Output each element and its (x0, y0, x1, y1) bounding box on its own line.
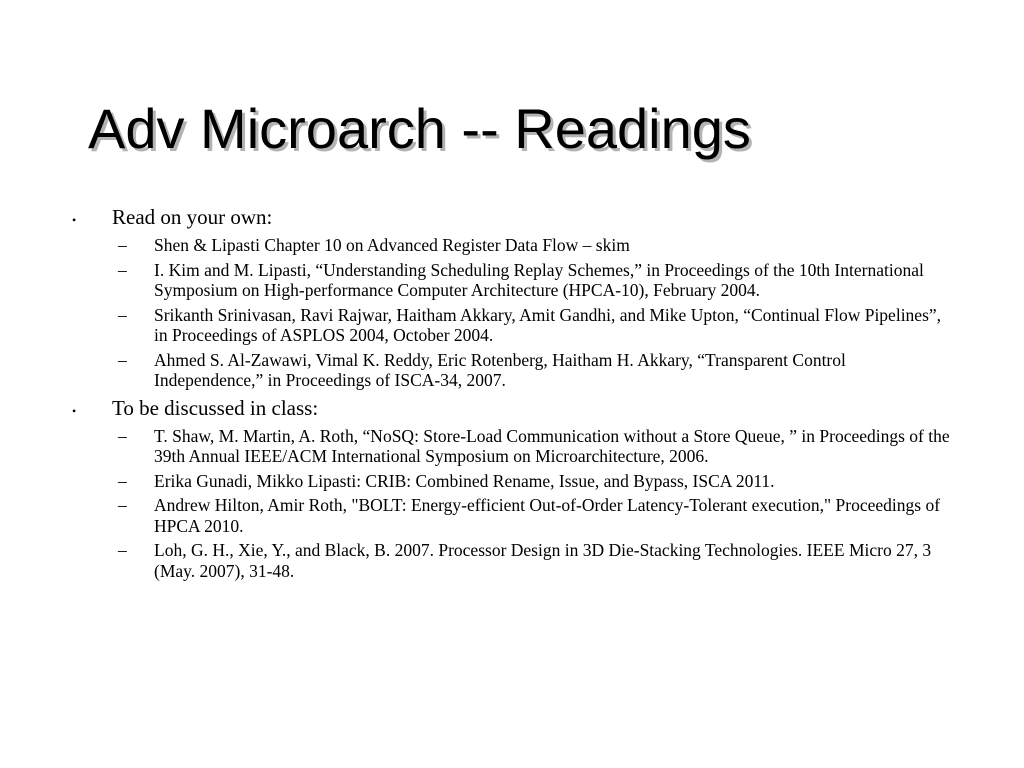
reading-text: I. Kim and M. Lipasti, “Understanding Scheduling Replay Schemes,” in Proceedings of the 10th International Symposium on High-performance Computer Architecture (HPCA-10), February 2004. (154, 259, 924, 300)
dash-icon: – (118, 540, 127, 560)
section-heading: Read on your own: (112, 205, 273, 229)
bullet-icon: • (72, 403, 77, 418)
list-item (118, 495, 970, 536)
dash-icon: – (118, 304, 127, 325)
dash-icon: – (118, 349, 127, 370)
reading-text: Ahmed S. Al-Zawawi, Vimal K. Reddy, Eric Rotenberg, Haitham H. Akkary, “Transparent Control Independence,” in Proceedings of ISCA-34, 2007. (154, 349, 846, 390)
section-read-on-own (70, 204, 970, 391)
list-item (118, 305, 970, 346)
slide-content (70, 204, 970, 585)
slide-title: Adv Microarch -- Readings (88, 97, 751, 160)
dash-icon: – (118, 425, 127, 446)
dash-icon: – (118, 495, 127, 515)
list-item (118, 540, 970, 581)
reading-text: Erika Gunadi, Mikko Lipasti: CRIB: Combined Rename, Issue, and Bypass, ISCA 2011. (154, 470, 775, 491)
list-item (118, 471, 970, 492)
list-item (118, 235, 970, 256)
dash-icon: – (118, 235, 127, 255)
list-item (118, 426, 970, 467)
bullet-icon: • (72, 213, 77, 227)
reading-text: T. Shaw, M. Martin, A. Roth, “NoSQ: Store-Load Communication without a Store Queue, ” in Proceedings of the 39th Annual IEEE/ACM International Symposium on Microarchitecture, 2006. (154, 425, 950, 466)
reading-text: Srikanth Srinivasan, Ravi Rajwar, Haitham Akkary, Amit Gandhi, and Mike Upton, “Continual Flow Pipelines”, in Proceedings of ASPLOS 2004, October 2004. (154, 304, 942, 345)
reading-text: Shen & Lipasti Chapter 10 on Advanced Register Data Flow – skim (154, 235, 630, 255)
section-heading: To be discussed in class: (112, 395, 319, 420)
reading-text: Loh, G. H., Xie, Y., and Black, B. 2007. Processor Design in 3D Die-Stacking Technologies. IEEE Micro 27, 3 (May. 2007), 31-48. (154, 540, 932, 581)
list-item (118, 260, 970, 301)
bullet-heading (70, 395, 970, 424)
list-item (118, 350, 970, 391)
section-discussed-in-class (70, 395, 970, 582)
dash-icon: – (118, 259, 127, 280)
dash-icon: – (118, 470, 127, 491)
reading-text: Andrew Hilton, Amir Roth, "BOLT: Energy-efficient Out-of-Order Latency-Tolerant execution," Proceedings of HPCA 2010. (154, 495, 941, 536)
bullet-heading (70, 204, 970, 233)
